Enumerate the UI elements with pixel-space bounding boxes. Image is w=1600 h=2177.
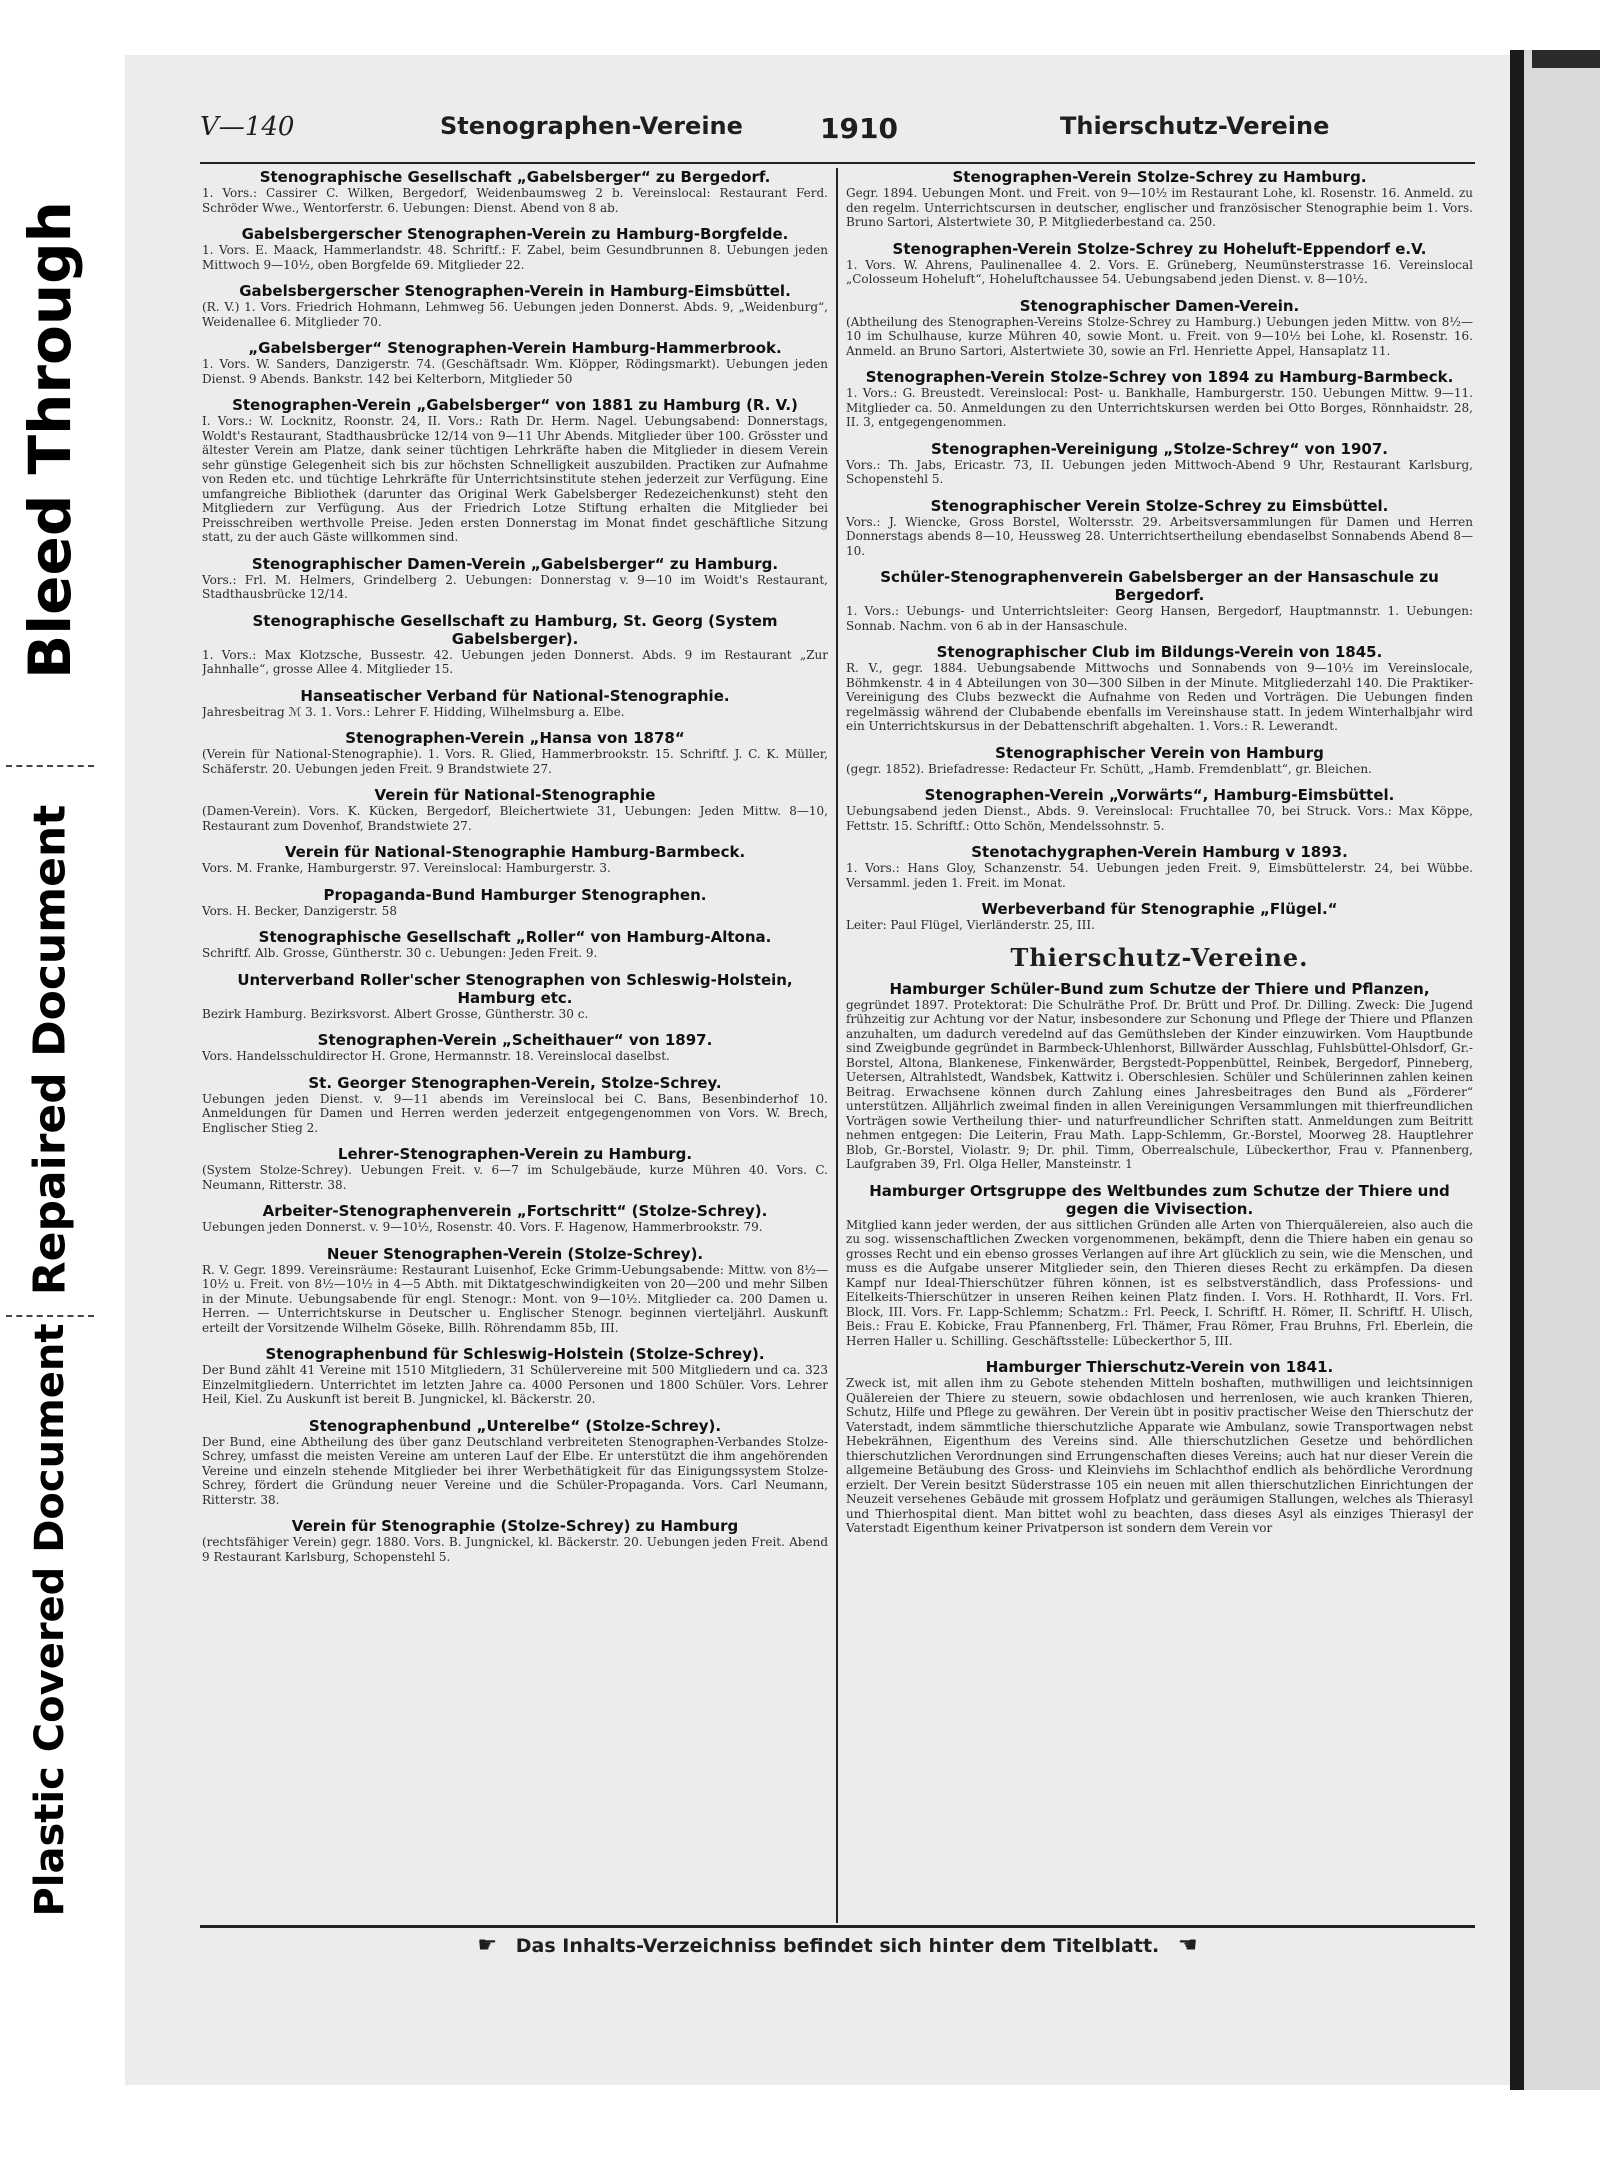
- entry-text: Uebungen jeden Dienst. v. 9—11 abends im Vereinslocal bei C. Bans, Besenbinderhof 10. Anmeldungen für Damen und Herren werden jederzeit entgegengenommen von Vors. W. Brech, Englischer Stieg 2.: [202, 1091, 828, 1135]
- entry-title: „Gabelsberger“ Stenographen-Verein Hamburg-Hammerbrook.: [248, 339, 782, 357]
- pointing-hand-right-icon: ☛: [477, 1933, 498, 1958]
- entry-text: (System Stolze-Schrey). Uebungen Freit. v. 6—7 im Schulgebäude, kurze Mühren 40. Vors. C. Neumann, Ritterstr. 38.: [202, 1163, 828, 1192]
- entry-title: Stenographische Gesellschaft „Roller“ von Hamburg-Altona.: [258, 928, 772, 946]
- directory-entry: [846, 643, 1473, 734]
- entry-text: 1. Vors.: Max Klotzsche, Bussestr. 42. Uebungen jeden Donnerst. Abds. 9 im Restaurant „Zur Jahnhalle“, grosse Allee 4. Mitglieder 15.: [202, 647, 828, 676]
- directory-entry: [846, 980, 1473, 1172]
- sidebar-divider: [6, 1315, 94, 1317]
- entry-text: Uebungen jeden Donnerst. v. 9—10½, Rosenstr. 40. Vors. F. Hagenow, Hammerbrookstr. 79.: [202, 1220, 763, 1234]
- entry-title: Stenographen-Verein „Vorwärts“, Hamburg-Eimsbüttel.: [924, 786, 1395, 804]
- right-column: [846, 168, 1473, 1923]
- entry-title: Hamburger Ortsgruppe des Weltbundes zum Schutze der Thiere und gegen die Vivisection.: [869, 1181, 1450, 1218]
- entry-title: Hanseatischer Verband für National-Stenographie.: [300, 686, 730, 705]
- directory-entry: [846, 744, 1473, 777]
- entry-text: Vors.: J. Wiencke, Gross Borstel, Woltersstr. 29. Arbeitsversammlungen für Damen und Herren Donnerstags abends 8—10, Heussweg 28. Unterrichtsertheilung ebendaselbst Sonnabends Abend 8—10.: [846, 514, 1473, 558]
- entry-title: Stenographen-Verein Stolze-Schrey zu Hamburg.: [952, 168, 1367, 186]
- entry-text: 1. Vors. W. Sanders, Danzigerstr. 74. (Geschäftsadr. Wm. Klöpper, Rödingsmarkt). Uebungen jeden Dienst. 9 Abends. Bankstr. 142 bei Kelterborn, Mitglieder 50: [202, 357, 828, 386]
- entry-text: Gegr. 1894. Uebungen Mont. und Freit. von 9—10½ im Restaurant Lohe, kl. Rosenstr. 16. Anmeld. zu den regelm. Unterrichtscursen in deutscher, englischer und französischer Stenographie beim 1. Vors. Bruno Sartori, Alstertwiete 30, P. Mitgliederbestand ca. 250.: [846, 186, 1473, 229]
- directory-entry: [202, 396, 828, 545]
- directory-entry: [202, 1074, 828, 1136]
- entry-text: R. V., gegr. 1884. Uebungsabende Mittwochs und Sonnabends von 9—10½ im Vereinslocale, Böhmkenstr. 4 in 4 Abteilungen von 30—300 Silben in der Minute. Mitgliederzahl 140. Die Praktiker-Vereinigung des Clubs bezweckt die Aufnahme von Reden und Vorträgen. Die Uebungen finden regelmässig während der Clubabende ebenfalls im Vereinshause statt. In jedem Winterhalbjahr wird ein Unterrichtskursus in der Debattenschrift abgehalten. 1. Vors.: R. Lewerandt.: [846, 661, 1473, 733]
- entry-title: Stenographischer Verein Stolze-Schrey zu Eimsbüttel.: [930, 496, 1389, 515]
- entry-text: (Damen-Verein). Vors. K. Kücken, Bergedorf, Bleichertwiete 31, Uebungen: Jeden Mittw. 8—10, Restaurant zum Dovenhof, Brandstwiete 27.: [202, 804, 828, 833]
- entry-text: Vors. M. Franke, Hamburgerstr. 97. Vereinslocal: Hamburgerstr. 3.: [202, 861, 611, 875]
- entry-title: Stenographen-Verein „Scheithauer“ von 1897.: [317, 1031, 713, 1049]
- entry-text: Zweck ist, mit allen ihm zu Gebote stehenden Mitteln boshaften, muthwilligen und leichtsinnigen Quälereien der Thiere zu steuern, sowie obdachlosen und herrenlosen, wie auch kranken Thieren, Schutz, Hilfe und Pflege zu gewähren. Der Verein übt in positiv practischer Weise den Thierschutz der Vaterstadt, indem sämmtliche thierschutzliche Apparate wie Ambulanz, sowie Transportwagen nebst Hebekrähnen, Eigenthum des Vereins sind. Alle thierschutzlichen Gesetze und behördlichen thierschutzlichen Verordnungen sind Errungenschaften dieses Vereins; auch hat nur dieser Verein die allgemeine Betäubung des Gross- und Kleinviehs im Schlachthof endlich als behördliche Verordnung erzielt. Der Verein besitzt Süderstrasse 105 ein neuen mit allen thierschutzlichen Einrichtungen der Neuzeit versehenes Gebäude mit grossem Hofplatz und geräumigen Stallungen, welches als Thierasyl und Thierhospital dient. Man bittet wohl zu beachten, dass dieses Asyl als einziges Thierasyl der Vaterstadt Eigenthum keiner Privatperson ist sondern dem Verein vor: [846, 1376, 1473, 1535]
- entry-title: Stenotachygraphen-Verein Hamburg v 1893.: [971, 843, 1348, 861]
- entry-title: Neuer Stenographen-Verein (Stolze-Schrey).: [326, 1244, 704, 1263]
- directory-entry: [202, 886, 828, 919]
- entry-text: 1. Vors.: Cassirer C. Wilken, Bergedorf, Weidenbaumsweg 2 b. Vereinslocal: Restaurant Ferd. Schröder Wwe., Wentorferstr. 6. Uebungen: Dienst. Abend von 8 ab.: [202, 186, 828, 215]
- directory-entry: [846, 900, 1473, 933]
- section-title: Thierschutz-Vereine.: [1010, 942, 1309, 972]
- left-running-title: Stenographen-Vereine: [440, 112, 743, 140]
- directory-entry: [202, 1345, 828, 1407]
- entry-text: (Abtheilung des Stenographen-Vereins Stolze-Schrey zu Hamburg.) Uebungen jeden Mittw. von 8½—10 im Schulhause, kurze Mühren 40, sowie Mont. u. Freit. von 9—10½ bei Lohe, kl. Rosenstr. 16. Anmeld. an Bruno Sartori, Alstertwiete 30, sowie an Frl. Henriette Appel, Hansaplatz 11.: [846, 314, 1473, 358]
- directory-entry: [202, 168, 828, 215]
- entry-title: Stenographenbund „Unterelbe“ (Stolze-Schrey).: [308, 1416, 722, 1435]
- directory-entry: [202, 843, 828, 876]
- entry-text: Vors.: Th. Jabs, Ericastr. 73, II. Uebungen jeden Mittwoch-Abend 9 Uhr, Restaurant Karlsburg, Schopenstehl 5.: [846, 457, 1473, 486]
- entry-title: Stenographischer Damen-Verein „Gabelsberger“ zu Hamburg.: [251, 554, 779, 573]
- sidebar-divider: [6, 765, 94, 767]
- entry-title: Hamburger Schüler-Bund zum Schutze der Thiere und Pflanzen,: [889, 979, 1430, 998]
- directory-entry: [202, 339, 828, 386]
- entry-title: Stenographen-Verein „Gabelsberger“ von 1881 zu Hamburg (R. V.): [232, 396, 798, 414]
- entry-text: 1. Vors. E. Maack, Hammerlandstr. 48. Schriftf.: F. Zabel, beim Gesundbrunnen 8. Uebungen jeden Mittwoch 9—10½, oben Borgfelde 69. Mitglieder 22.: [202, 243, 828, 272]
- directory-entry: [202, 971, 828, 1022]
- directory-entry: [846, 440, 1473, 487]
- entry-text: Bezirk Hamburg. Bezirksvorst. Albert Grosse, Güntherstr. 30 c.: [202, 1006, 589, 1021]
- entry-title: Stenographen-Verein Stolze-Schrey von 1894 zu Hamburg-Barmbeck.: [865, 368, 1454, 386]
- entry-title: Stenographen-Verein „Hansa von 1878“: [345, 729, 685, 747]
- entry-text: Uebungsabend jeden Dienst., Abds. 9. Vereinslocal: Fruchtallee 70, bei Struck. Vors.: Max Köppe, Fettstr. 15. Schriftf.: Otto Schön, Mendelssohnstr. 5.: [846, 804, 1473, 833]
- repaired-document-label: Repaired Document: [24, 804, 76, 1296]
- entry-text: Schriftf. Alb. Grosse, Güntherstr. 30 c. Uebungen: Jeden Freit. 9.: [202, 946, 598, 960]
- footer-note: [200, 1933, 1475, 1958]
- entry-text: Vors.: Frl. M. Helmers, Grindelberg 2. Uebungen: Donnerstag v. 9—10 im Woidt's Restaurant, Stadthausbrücke 12/14.: [202, 572, 828, 601]
- entry-text: I. Vors.: W. Locknitz, Roonstr. 24, II. Vors.: Rath Dr. Herm. Nagel. Uebungsabend: Donnerstags, Woldt's Restaurant, Stadthausbrücke 12/14 von 9—11 Uhr Abends. Mitglieder über 100. Grösster und ältester Verein am Platze, dank seiner tüchtigen Lehrkräfte haben die Mitglieder in diesem Verein sehr günstige Gelegenheit sich bis zur höchsten Schnelligkeit auszubilden. Practiken zur Aufnahme von Reden etc. und tüchtige Lehrkräfte für Unterrichtsinstitute stehen jederzeit zur Verfügung. Eine umfangreiche Bibliothek (darunter das Original Werk Gabelsberger Redezeichenkunst) steht den Mitgliedern zur Verfügung. Aus der Friedrich Lotze Stiftung erhalten die Mitglieder bei Preisschreiben werthvolle Preise. Jeden ersten Donnerstag im Monat findet geschäftliche Sitzung statt, zu der auch Gäste willkommen sind.: [202, 414, 828, 544]
- entry-title: Hamburger Thierschutz-Verein von 1841.: [985, 1358, 1334, 1376]
- directory-entry: [202, 1202, 828, 1235]
- entry-title: Unterverband Roller'scher Stenographen von Schleswig-Holstein, Hamburg etc.: [237, 970, 793, 1007]
- entry-title: Stenographischer Club im Bildungs-Verein von 1845.: [936, 643, 1383, 661]
- entry-text: 1. Vors. W. Ahrens, Paulinenallee 4. 2. Vors. E. Grüneberg, Neumünsterstrasse 16. Vereinslocal „Colosseum Hoheluft“, Hoheluftchaussee 54. Uebungsabend jeden Dienst. v. 8—10½.: [846, 257, 1473, 286]
- entry-title: Stenographische Gesellschaft „Gabelsberger“ zu Bergedorf.: [259, 168, 771, 186]
- directory-entry: [202, 1031, 828, 1064]
- header-rule: [200, 162, 1475, 164]
- entry-title: Stenographen-Verein Stolze-Schrey zu Hoheluft-Eppendorf e.V.: [892, 239, 1427, 258]
- entry-title: St. Georger Stenographen-Verein, Stolze-Schrey.: [308, 1073, 722, 1092]
- entry-title: Propaganda-Bund Hamburger Stenographen.: [323, 885, 707, 904]
- entry-title: Werbeverband für Stenographie „Flügel.“: [981, 900, 1338, 918]
- entry-text: gegründet 1897. Protektorat: Die Schulräthe Prof. Dr. Brütt und Prof. Dr. Dilling. Zweck: Die Jugend frühzeitig zur Achtung vor der Natur, insbesondere zur Schonung und Pflege der Thiere und Pflanzen anzuhalten, um dadurch veredelnd auf das Gemüthsleben der Kinder einzuwirken. Vom Hauptbunde sind Zweigbunde gegründet in Barmbeck-Uhlenhorst, Billwärder Ausschlag, Fuhlsbüttel-Ohlsdorf, Gr.-Borstel, Altona, Blankenese, Finkenwärder, Bergstedt-Poppenbüttel, Reinbek, Bergedorf, Pinneberg, Uetersen, Altrahlstedt, Wandsbek, Kattwitz i. Oberschlesien. Schüler und Schülerinnen zahlen keinen Beitrag. Erwachsene können durch Zahlung eines Jahresbeitrages den Bund als „Förderer“ unterstützen. Alljährlich zweimal finden in allen Vereinigungen Versammlungen mit thierfreundlichen Vorträgen sowie Vertheilung thier- und naturfreundlicher Schriften statt. Anmeldungen zum Beitritt nehmen entgegen: Die Leiterin, Frau Math. Lapp-Schlemm, Gr.-Borstel, Moorweg 28. Hauptlehrer Blob, Gr.-Borstel, Violastr. 9; Dr. phil. Timm, Oberrealschule, Lübeckerthor, Frau v. Pfannenberg, Laufgraben 39, Frl. Olga Heller, Mansteinstr. 1: [846, 997, 1473, 1171]
- sidebar: [0, 0, 100, 2177]
- entry-title: Verein für National-Stenographie: [374, 786, 656, 804]
- page-bottom-margin: [0, 2090, 1600, 2177]
- entry-text: Mitglied kann jeder werden, der aus sittlichen Gründen alle Arten von Thierquälereien, also auch die zu sog. wissenschaftlichen Zwecken vorgenommenen, bekämpft, denn die Thiere haben ein genau so grosses Recht und ein ebenso grosses Verlangen auf ihre Art glücklich zu sein, wie die Menschen, und muss es die Aufgabe unserer Mitglieder sein, den Thieren dieses Recht zu erkämpfen. Da diesen Kampf nur Ideal-Thierschützer führen können, ist es selbstverständlich, dass Professions- und Eitelkeits-Thierschützer in unseren Reihen keinen Platz finden. I. Vors. H. Rothhardt, II. Vors. Frl. Block, III. Vors. Fr. Lapp-Schlemm; Schatzm.: Frl. Peeck, I. Schriftf. H. Römer, II. Schriftf. H. Ulisch, Beis.: Frau E. Kobicke, Frau Pfannenberg, Frl. Thämer, Frau Römer, Frau Bruhns, Frl. Eberlein, die Herren Haller u. Schilling. Geschäftsstelle: Lübeckerthor 5, III.: [846, 1217, 1473, 1348]
- pointing-hand-left-icon: ☚: [1177, 1933, 1198, 1958]
- entry-title: Arbeiter-Stenographenverein „Fortschritt“ (Stolze-Schrey).: [262, 1202, 768, 1220]
- entry-title: Stenographische Gesellschaft zu Hamburg, St. Georg (System Gabelsberger).: [252, 611, 778, 648]
- directory-entry: [202, 1145, 828, 1192]
- column-divider: [836, 168, 838, 1923]
- directory-entry: [846, 497, 1473, 559]
- entry-text: (R. V.) 1. Vors. Friedrich Hohmann, Lehmweg 56. Uebungen jeden Donnerst. Abds. 9, „Weidenburg“, Weidenallee 6. Mitglieder 70.: [202, 300, 828, 329]
- directory-entry: [846, 168, 1473, 230]
- directory-entry: [846, 297, 1473, 359]
- directory-entry: [846, 568, 1473, 633]
- directory-entry: [202, 1417, 828, 1508]
- entry-text: 1. Vors.: Uebungs- und Unterrichtsleiter: Georg Hansen, Bergedorf, Hauptmannstr. 1. Uebungen: Sonnab. Nachm. von 6 ab in der Hansaschule.: [846, 604, 1473, 633]
- entry-text: (gegr. 1852). Briefadresse: Redacteur Fr. Schütt, „Hamb. Fremdenblatt“, gr. Bleichen.: [846, 761, 1372, 776]
- entry-text: Vors. H. Becker, Danzigerstr. 58: [202, 903, 397, 918]
- directory-entry: [202, 225, 828, 272]
- right-running-title: Thierschutz-Vereine: [1060, 112, 1330, 140]
- entry-text: Der Bund, eine Abtheilung des über ganz Deutschland verbreiteten Stenographen-Verbandes Stolze-Schrey, umfasst die meisten Vereine am unteren Lauf der Elbe. Er unterstützt die ihm angehörenden Vereine und einzeln stehende Mitglieder bei ihrer Werbethätigkeit für das Einigungssystem Stolze-Schrey, fördert die Gründung neuer Vereine und die Schüler-Propaganda. Vors. Carl Neumann, Ritterstr. 38.: [202, 1434, 828, 1507]
- entry-text: 1. Vors.: Hans Gloy, Schanzenstr. 54. Uebungen jeden Freit. 9, Eimsbüttelerstr. 24, bei Wübbe. Versamml. jeden 1. Freit. im Monat.: [846, 861, 1473, 890]
- entry-title: Verein für Stenographie (Stolze-Schrey) zu Hamburg: [291, 1517, 739, 1535]
- directory-entry: [846, 843, 1473, 890]
- entry-text: (Verein für National-Stenographie). 1. Vors. R. Glied, Hammerbrookstr. 15. Schriftf. J. C. K. Müller, Schäferstr. 20. Uebungen jeden Freit. 9 Brandstwiete 27.: [202, 747, 828, 776]
- entry-text: R. V. Gegr. 1899. Vereinsräume: Restaurant Luisenhof, Ecke Grimm-Uebungsabende: Mittw. von 8½—10½ u. Freit. von 8½—10½ in 4—5 Abth. mit Diktatgeschwindigkeiten von 20—200 und mehr Silben in der Minute. Uebungsabende für engl. Stenogr.: Mont. von 9—10½. Mitglieder ca. 200 Damen u. Herren. — Unterrichtskurse in Deutscher u. Englischer Stenogr. beginnen vierteljährl. Auskunft erteilt der Vorsitzende Wilhelm Göseke, Billh. Röhrendamm 85b, III.: [202, 1262, 828, 1335]
- entry-title: Stenographenbund für Schleswig-Holstein (Stolze-Schrey).: [265, 1345, 765, 1363]
- page-header: [200, 108, 1475, 150]
- directory-entry: [202, 928, 828, 961]
- entry-text: Der Bund zählt 41 Vereine mit 1510 Mitgliedern, 31 Schülervereine mit 500 Mitgliedern und ca. 323 Einzelmitgliedern. Unterrichtet im letzten Jahre ca. 4000 Personen und 1800 Schüler. Vors. Lehrer Heil, Kiel. Zu Auskunft ist bereit B. Jungnickel, kl. Bäckerstr. 20.: [202, 1363, 828, 1406]
- entry-title: Lehrer-Stenographen-Verein zu Hamburg.: [337, 1145, 693, 1163]
- directory-entry: [202, 729, 828, 776]
- directory-entry: [202, 1245, 828, 1336]
- entry-title: Verein für National-Stenographie Hamburg-Barmbeck.: [284, 843, 746, 861]
- bleed-through-label: Bleed Through: [16, 201, 84, 679]
- entry-title: Stenographischer Verein von Hamburg: [995, 743, 1324, 762]
- entry-title: Stenographischer Damen-Verein.: [1019, 296, 1300, 315]
- footer-text: Das Inhalts-Verzeichniss befindet sich hinter dem Titelblatt.: [515, 1935, 1160, 1957]
- entry-title: Gabelsbergerscher Stenographen-Verein in Hamburg-Eimsbüttel.: [239, 282, 791, 300]
- directory-entry: [202, 282, 828, 329]
- entry-title: Schüler-Stenographenverein Gabelsberger an der Hansaschule zu Bergedorf.: [880, 568, 1439, 604]
- entry-text: (rechtsfähiger Verein) gegr. 1880. Vors. B. Jungnickel, kl. Bäckerstr. 20. Uebungen jeden Freit. Abend 9 Restaurant Karlsburg, Schopenstehl 5.: [202, 1535, 828, 1564]
- year: 1910: [820, 112, 898, 145]
- plastic-covered-label: Plastic Covered Document: [27, 1323, 73, 1917]
- directory-entry: [202, 612, 828, 677]
- entry-title: Gabelsbergerscher Stenographen-Verein zu Hamburg-Borgfelde.: [241, 225, 789, 243]
- directory-entry: [846, 240, 1473, 287]
- entry-text: Jahresbeitrag ℳ 3. 1. Vors.: Lehrer F. Hidding, Wilhelmsburg a. Elbe.: [202, 704, 625, 719]
- directory-entry: [202, 786, 828, 833]
- entry-title: Stenographen-Vereinigung „Stolze-Schrey“ von 1907.: [931, 439, 1388, 458]
- page-binding-edge: [1510, 50, 1600, 2090]
- directory-entry: [846, 1358, 1473, 1536]
- directory-entry: [202, 1517, 828, 1564]
- directory-entry: [846, 1182, 1473, 1349]
- entry-text: 1. Vors.: G. Breustedt. Vereinslocal: Post- u. Bankhalle, Hamburgerstr. 150. Uebungen Mittw. 9—11. Mitglieder ca. 50. Anmeldungen zu den Unterrichtskursen werden bei Otto Borges, Rönnhaidstr. 28, II. 3, entgegengenommen.: [846, 386, 1473, 429]
- directory-entry: [202, 687, 828, 720]
- directory-entry: [202, 555, 828, 602]
- directory-entry: [846, 786, 1473, 833]
- directory-entry: [846, 368, 1473, 430]
- page-number: V—140: [200, 112, 295, 142]
- left-column: [202, 168, 828, 1923]
- footer-rule: [200, 1925, 1475, 1928]
- entry-text: Leiter: Paul Flügel, Vierländerstr. 25, III.: [846, 918, 1095, 932]
- entry-text: Vors. Handelsschuldirector H. Grone, Hermannstr. 18. Vereinslocal daselbst.: [202, 1049, 670, 1063]
